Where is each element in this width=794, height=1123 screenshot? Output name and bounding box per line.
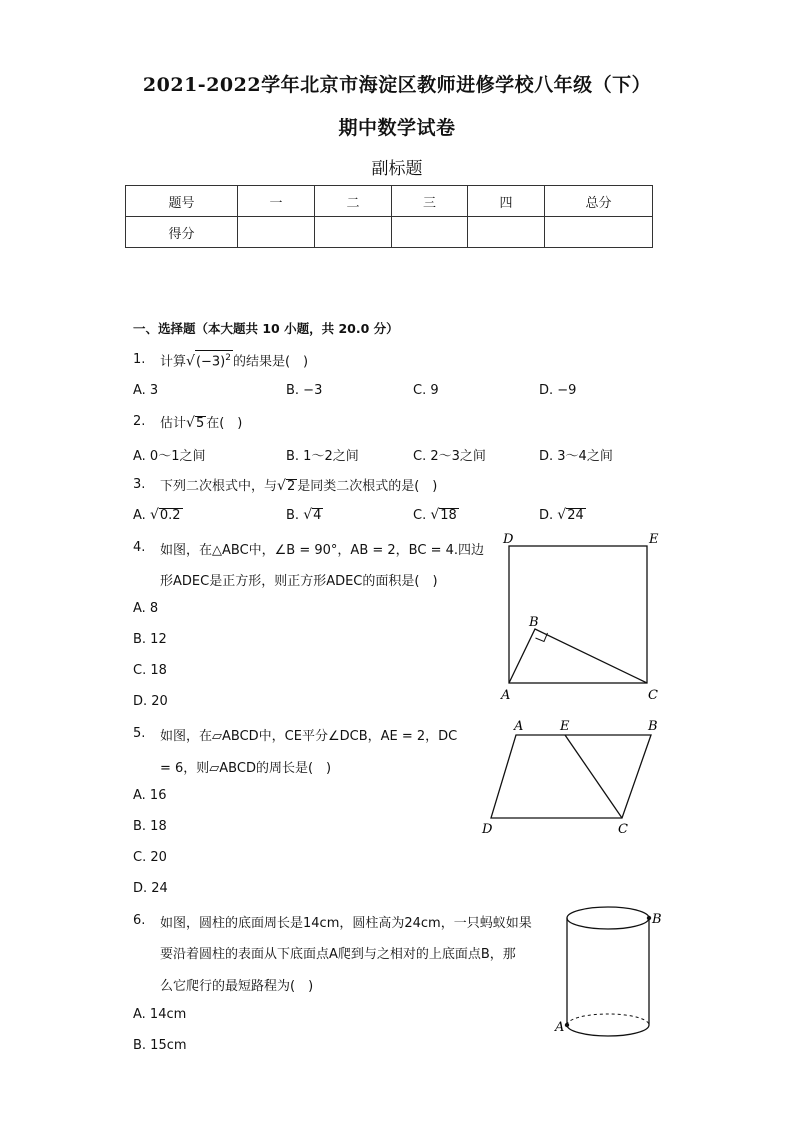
figure-label: B — [648, 719, 658, 734]
figure-label: A — [514, 719, 524, 734]
question-4-line1: 如图，在△ABC中，∠B = 90°，AB = 2，BC = 4.四边 — [160, 543, 484, 558]
option[interactable]: B. 12 — [133, 632, 167, 647]
question-number: 2. — [133, 414, 146, 429]
q3-suffix: 是同类二次根式的是( ) — [297, 479, 438, 494]
score-header-cell: 二 — [315, 186, 392, 217]
triangle-abc — [509, 629, 647, 683]
score-cell[interactable] — [238, 217, 315, 248]
score-row-label: 得分 — [126, 217, 238, 248]
option[interactable]: D. 3～4之间 — [539, 449, 613, 464]
score-table-score-row — [126, 217, 653, 248]
question-number: 1. — [133, 352, 146, 367]
option[interactable]: B. 18 — [133, 819, 167, 834]
figure-label: D — [482, 822, 493, 837]
segment-ce — [565, 735, 622, 818]
figure-label: C — [618, 822, 628, 837]
question-4-line2: 形ADEC是正方形，则正方形ADEC的面积是( ) — [160, 574, 438, 589]
question-number: 3. — [133, 477, 146, 492]
q4-square-figure — [495, 527, 670, 707]
sqrt-sign-icon: √ — [303, 507, 313, 523]
parallelogram-abcd — [491, 735, 651, 818]
section-heading: 一、选择题（本大题共 10 小题，共 20.0 分） — [133, 321, 399, 336]
question-6-line1: 如图，圆柱的底面周长是14cm，圆柱高为24cm，一只蚂蚁如果 — [160, 916, 532, 931]
score-header-cell: 总分 — [545, 186, 653, 217]
score-cell[interactable] — [315, 217, 392, 248]
cylinder-bottom-back-arc — [567, 1014, 649, 1025]
q1-radicand-base: (−3) — [195, 354, 226, 370]
option[interactable]: A. 16 — [133, 788, 167, 803]
score-cell[interactable] — [468, 217, 545, 248]
option-radicand: 4 — [313, 508, 322, 523]
question-number: 5. — [133, 726, 146, 741]
figure-label: C — [648, 688, 658, 703]
question-5-line1: 如图，在▱ABCD中，CE平分∠DCB，AE = 2，DC — [160, 729, 458, 744]
option[interactable]: B. 15cm — [133, 1038, 187, 1053]
option[interactable]: C. 18 — [133, 663, 167, 678]
sqrt-sign-icon: √ — [277, 478, 286, 494]
option[interactable]: D. −9 — [539, 383, 577, 398]
option-label: B. — [286, 508, 300, 523]
question-6-line3: 么它爬行的最短路程为( ) — [160, 979, 314, 994]
figure-label: D — [503, 532, 514, 547]
option[interactable] — [539, 507, 586, 523]
option-label: A. — [133, 508, 146, 523]
question-6-line2: 要沿着圆柱的表面从下底面点A爬到与之相对的上底面点B，那 — [160, 947, 516, 962]
score-table-header-row — [126, 186, 653, 217]
q1-suffix: 的结果是( ) — [232, 354, 309, 370]
score-header-cell: 一 — [238, 186, 315, 217]
option[interactable]: A. 8 — [133, 601, 159, 616]
option[interactable]: C. 9 — [413, 383, 439, 398]
sqrt-sign-icon: √ — [186, 415, 195, 431]
question-number: 4. — [133, 540, 146, 555]
score-header-cell: 题号 — [126, 186, 238, 217]
question-number: 6. — [133, 913, 146, 928]
option-radicand: 0.2 — [159, 508, 181, 523]
option[interactable]: D. 24 — [133, 881, 168, 896]
option[interactable]: C. 2～3之间 — [413, 449, 486, 464]
figure-label: A — [555, 1020, 565, 1035]
q2-radicand: 5 — [195, 416, 205, 431]
exam-subtitle: 副标题 — [371, 159, 423, 179]
sqrt-sign-icon: √ — [557, 507, 567, 523]
option[interactable] — [286, 507, 323, 523]
option[interactable]: B. −3 — [286, 383, 323, 398]
question-3-text — [160, 475, 437, 494]
question-2-text — [160, 412, 242, 431]
figure-label: B — [652, 912, 662, 927]
option[interactable] — [413, 507, 459, 523]
option[interactable]: C. 20 — [133, 850, 167, 865]
cylinder-bottom-front-arc — [567, 1025, 649, 1036]
exam-title-line1: 2021-2022学年北京市海淀区教师进修学校八年级（下） — [142, 74, 652, 96]
option[interactable]: B. 1～2之间 — [286, 449, 359, 464]
q6-cylinder-figure — [553, 897, 668, 1042]
score-header-cell: 四 — [468, 186, 545, 217]
score-header-cell: 三 — [392, 186, 468, 217]
option[interactable]: A. 14cm — [133, 1007, 187, 1022]
q3-prefix: 下列二次根式中，与 — [160, 479, 278, 494]
q1-prefix: 计算 — [160, 354, 187, 370]
figure-label: B — [529, 615, 539, 630]
exam-title-line2: 期中数学试卷 — [338, 117, 456, 139]
q2-suffix: 在( ) — [206, 416, 243, 431]
point-b-icon — [647, 916, 651, 920]
question-1-text — [160, 350, 308, 369]
option-radicand: 24 — [567, 508, 584, 523]
q5-parallelogram-figure — [478, 714, 668, 839]
score-cell[interactable] — [392, 217, 468, 248]
q1-exponent: 2 — [225, 353, 231, 363]
sqrt-sign-icon: √ — [186, 353, 195, 370]
sqrt-sign-icon: √ — [149, 507, 159, 523]
q1-radicand — [195, 350, 233, 369]
question-5-line2: = 6，则▱ABCD的周长是( ) — [160, 761, 332, 776]
option-radicand: 18 — [440, 508, 457, 523]
figure-label: E — [649, 532, 659, 547]
option-label: D. — [539, 508, 554, 523]
option-label: C. — [413, 508, 427, 523]
q2-prefix: 估计 — [160, 416, 187, 431]
q3-radicand: 2 — [286, 479, 296, 494]
sqrt-sign-icon: √ — [430, 507, 440, 523]
option[interactable]: A. 0～1之间 — [133, 449, 206, 464]
cylinder-top-ellipse — [567, 907, 649, 929]
option[interactable]: D. 20 — [133, 694, 168, 709]
point-a-icon — [565, 1023, 569, 1027]
score-table — [125, 185, 653, 248]
option[interactable] — [133, 507, 183, 523]
figure-label: A — [501, 688, 511, 703]
score-cell[interactable] — [545, 217, 653, 248]
option[interactable]: A. 3 — [133, 383, 159, 398]
figure-label: E — [560, 719, 570, 734]
